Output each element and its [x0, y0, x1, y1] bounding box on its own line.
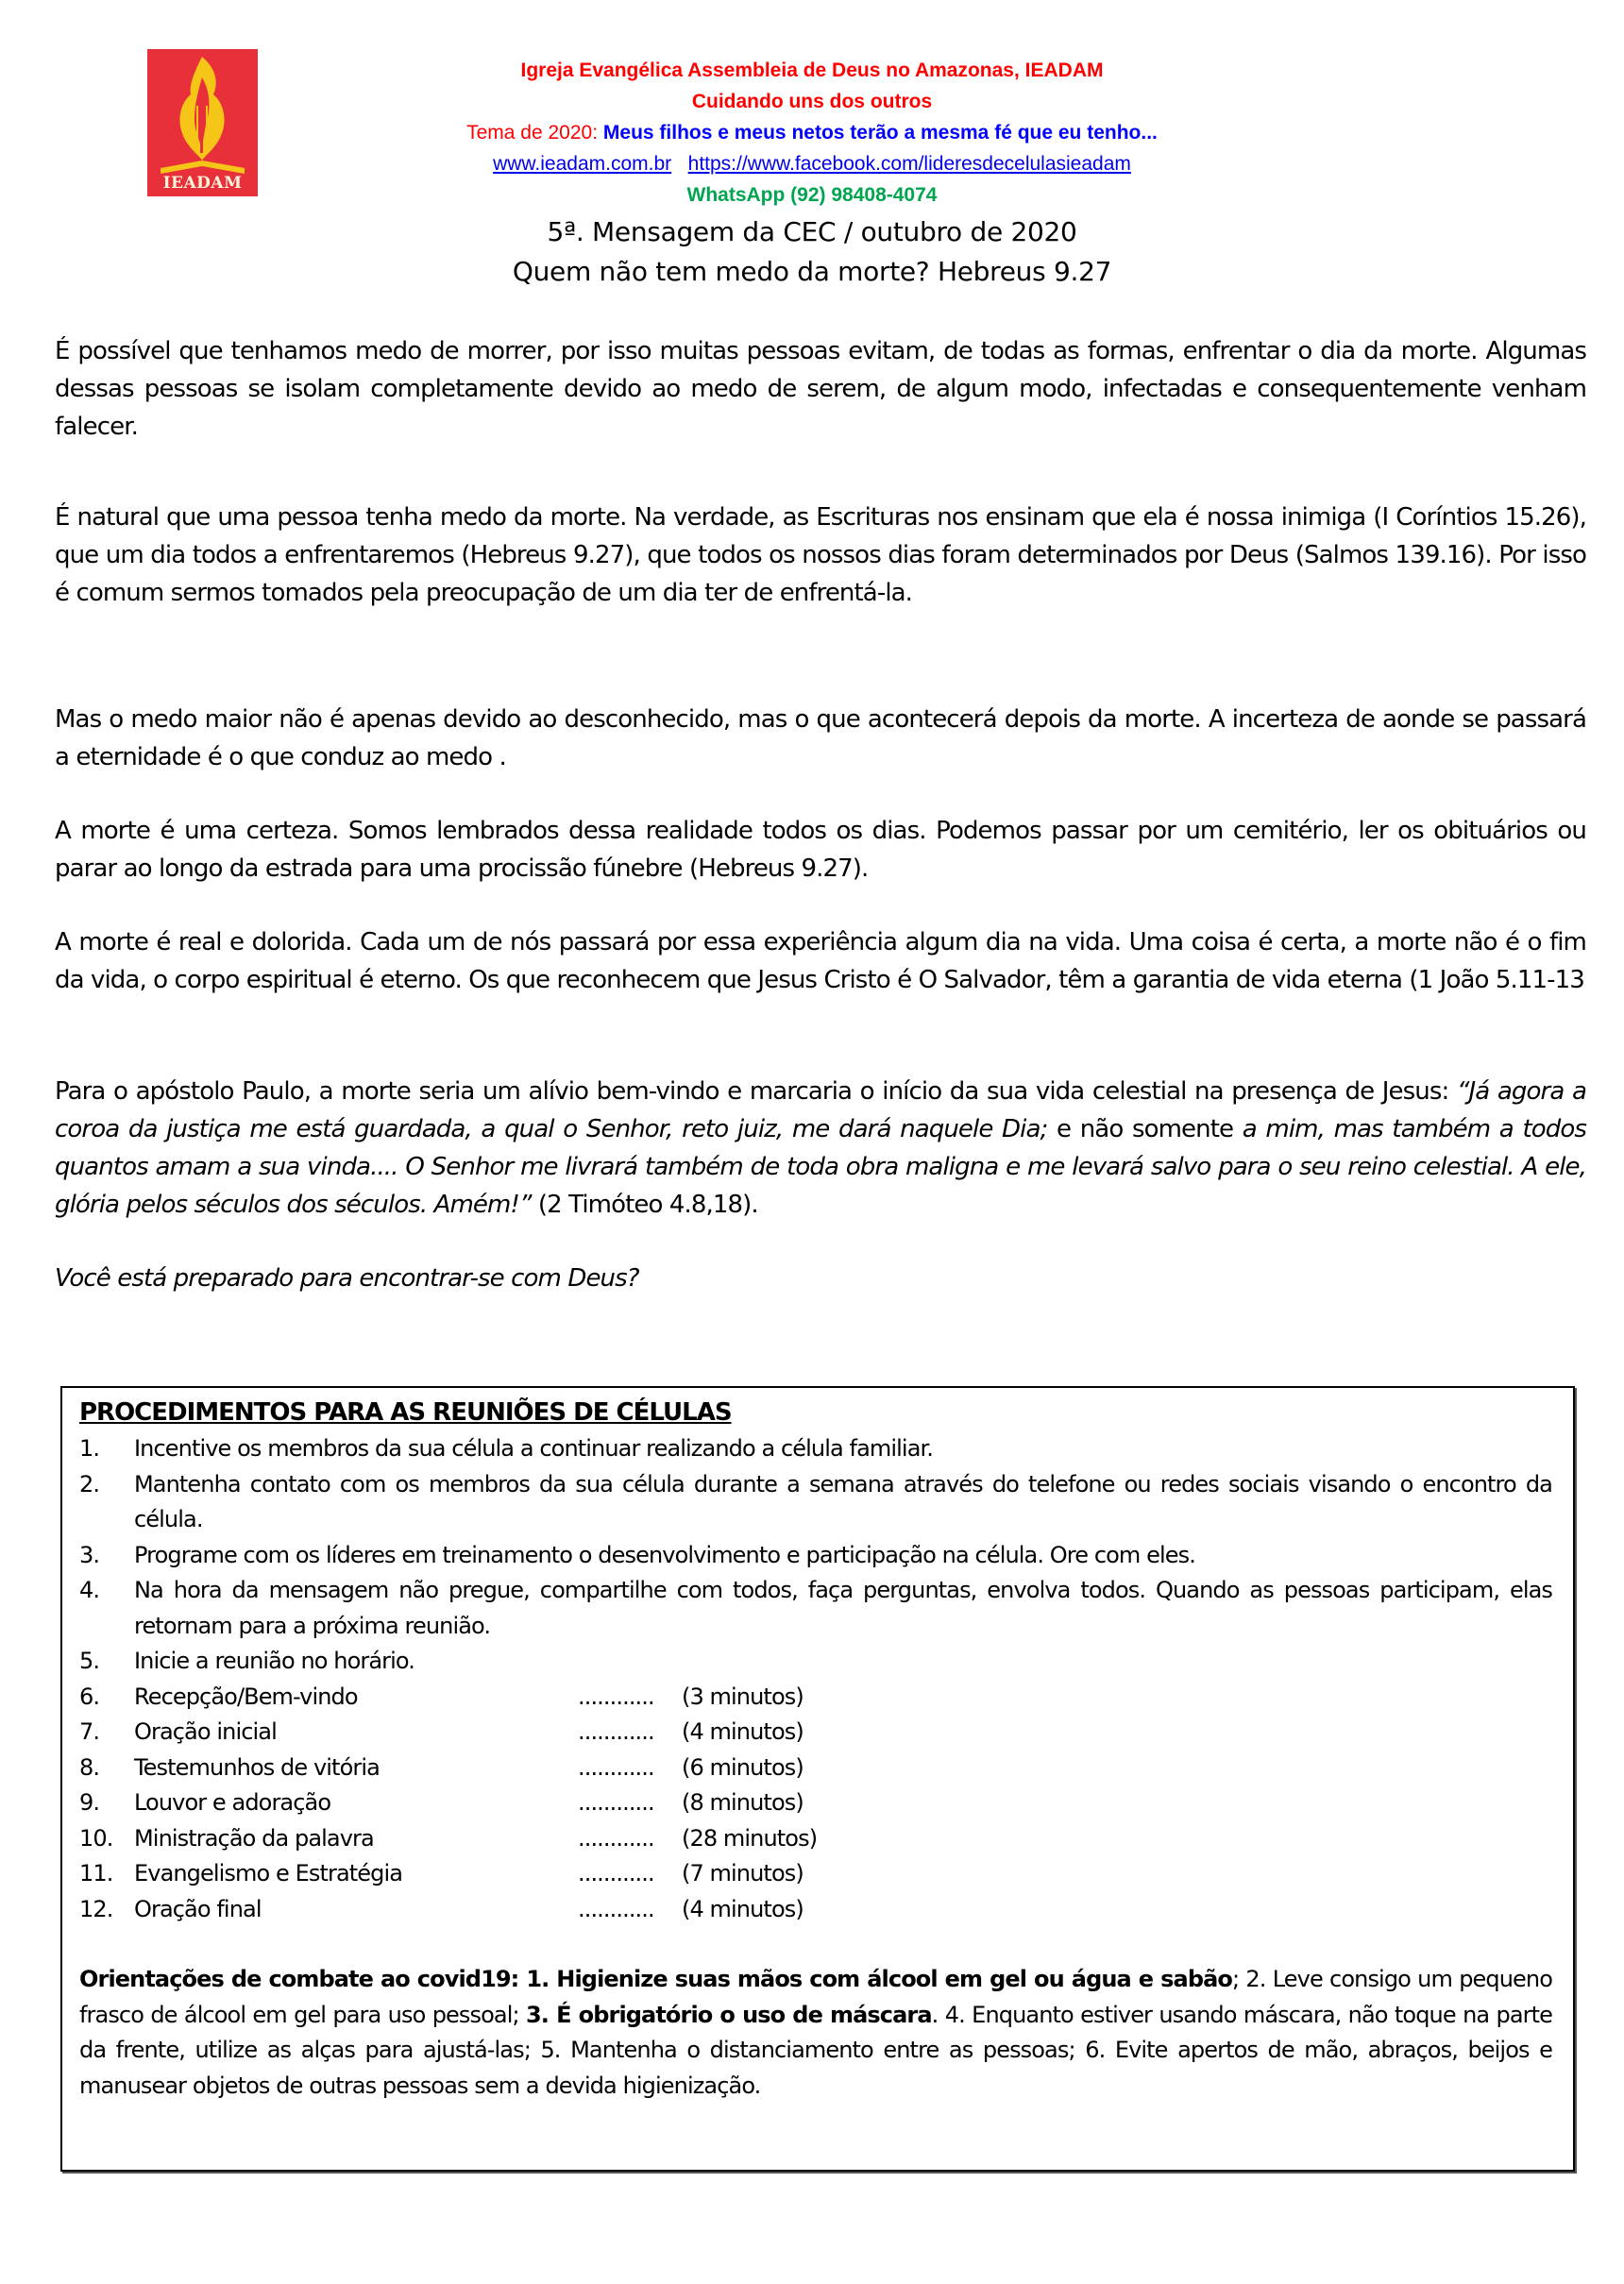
church-motto: Cuidando uns dos outros — [691, 91, 933, 112]
schedule-item — [79, 1856, 1552, 1892]
item-text: Incentive os membros da sua célula a continuar realizando a célula familiar. — [134, 1435, 933, 1462]
message-title: Quem não tem medo da morte? Hebreus 9.27 — [512, 256, 1112, 287]
year-theme — [283, 121, 1341, 145]
schedule-label: Oração final — [134, 1895, 262, 1922]
church-name: Igreja Evangélica Assembleia de Deus no Amazonas, IEADAM — [520, 59, 1104, 81]
paragraph-text: A morte é uma certeza. Somos lembrados dessa realidade todos os dias. Podemos passar por um cemitério, ler os obituários ou parar ao longo da estrada para uma procissão fúnebre (Hebreus 9.27). — [55, 817, 1586, 883]
covid-text-2: . 4. Enquanto estiver usando máscara, não toque na parte da frente, utilize as alças para ajustá-las; 5. Mantenha o distanciamento entre as pessoas; 6. Evite apertos de mão, abraços, beijos e manusear objetos de outras pessoas sem a devida higienização. — [79, 2001, 1553, 2099]
paragraph-text: É possível que tenhamos medo de morrer, por isso muitas pessoas evitam, de todas as formas, enfrentar o dia da morte. Algumas dessas pessoas se isolam completamente devido ao medo de serem, de algum modo, infectadas e consequentemente venham falecer. — [55, 337, 1586, 441]
links-line — [283, 152, 1341, 177]
schedule-label: Oração inicial — [134, 1718, 277, 1745]
item-text: Programe com os líderes em treinamento o desenvolvimento e participação na célula. Ore com eles. — [134, 1541, 1195, 1568]
procedure-item — [79, 1573, 1552, 1644]
covid-bold-1: Orientações de combate ao covid19: 1. Higienize suas mãos com álcool em gel ou água e sabão — [79, 1966, 1232, 1992]
paulo-quote-part-b: a mim, mas também a todos quantos amam a sua vinda.... O Senhor me livrará também de toda obra maligna e me levará salvo para o seu reino celestial. A ele, glória pelos séculos dos séculos. Amém!” — [55, 1115, 1587, 1219]
theme-label: Tema de 2020: — [466, 122, 599, 144]
schedule-item — [79, 1785, 1552, 1821]
item-number: 4. — [79, 1577, 100, 1603]
paulo-intro: Para o apóstolo Paulo, a morte seria um alívio bem-vindo e marcaria o início da sua vida celestial na presença de Jesus: — [55, 1077, 1457, 1106]
paragraph-paulo — [55, 1073, 1586, 1224]
procedure-item — [79, 1467, 1552, 1538]
procedure-item — [79, 1431, 1552, 1467]
covid-bold-2: 3. É obrigatório o uso de máscara — [526, 2001, 932, 2028]
item-number: 6. — [79, 1683, 100, 1710]
schedule-duration: (28 minutos) — [682, 1824, 818, 1852]
procedures-heading: PROCEDIMENTOS PARA AS REUNIÕES DE CÉLULAS — [79, 1398, 732, 1427]
whatsapp-contact: WhatsApp (92) 98408-4074 — [686, 184, 938, 206]
procedures-box — [60, 1386, 1575, 2172]
item-number: 9. — [79, 1789, 100, 1816]
leader-dots: ............ — [578, 1860, 654, 1886]
leader-dots: ............ — [578, 1789, 654, 1816]
leader-dots: ............ — [578, 1753, 654, 1781]
ieadam-logo — [147, 49, 258, 196]
paulo-quote-join: e não somente — [1047, 1115, 1243, 1143]
closing-question-text: Você está preparado para encontrar-se com Deus? — [55, 1264, 639, 1293]
leader-dots: ............ — [578, 1718, 654, 1745]
schedule-item — [79, 1680, 1552, 1716]
item-text: Na hora da mensagem não pregue, compartilhe com todos, faça perguntas, envolva todos. Quando as pessoas participam, elas retornam para a próxima reunião. — [134, 1577, 1552, 1639]
schedule-duration: (4 minutos) — [682, 1718, 804, 1745]
schedule-label: Ministração da palavra — [134, 1824, 374, 1852]
paragraph-4 — [55, 812, 1586, 888]
theme-text: Meus filhos e meus netos terão a mesma fé que eu tenho... — [602, 122, 1158, 144]
schedule-label: Testemunhos de vitória — [134, 1753, 380, 1781]
message-subtitle: 5ª. Mensagem da CEC / outubro de 2020 — [547, 216, 1077, 247]
item-number: 7. — [79, 1718, 100, 1745]
schedule-duration: (6 minutos) — [682, 1753, 804, 1781]
schedule-duration: (8 minutos) — [682, 1789, 804, 1816]
logo-text: IEADAM — [162, 174, 243, 193]
covid-guidelines — [79, 1962, 1552, 2104]
paragraph-5 — [55, 923, 1586, 999]
closing-question — [55, 1260, 1586, 1297]
paulo-reference: (2 Timóteo 4.8,18). — [531, 1191, 758, 1219]
item-text: Mantenha contato com os membros da sua célula durante a semana através do telefone ou redes sociais visando o encontro da célula. — [134, 1470, 1552, 1532]
procedure-item — [79, 1538, 1552, 1574]
leader-dots: ............ — [578, 1895, 654, 1922]
paragraph-3 — [55, 701, 1586, 776]
leader-dots: ............ — [578, 1683, 654, 1710]
schedule-label: Evangelismo e Estratégia — [134, 1860, 403, 1886]
schedule-label: Louvor e adoração — [134, 1789, 331, 1816]
paragraph-text: Mas o medo maior não é apenas devido ao desconhecido, mas o que acontecerá depois da morte. A incerteza de aonde se passará a eternidade é o que conduz ao medo . — [55, 705, 1586, 771]
procedure-item — [79, 1644, 1552, 1680]
schedule-duration: (7 minutos) — [682, 1860, 804, 1886]
procedures-list — [79, 1431, 1552, 1927]
paragraph-2 — [55, 499, 1586, 612]
item-number: 1. — [79, 1435, 100, 1462]
schedule-item — [79, 1892, 1552, 1928]
paulo-quote-part-a: “Já agora a coroa da justiça me está guardada, a qual o Senhor, reto juiz, me dará naquele Dia; — [55, 1077, 1586, 1143]
covid-text-1: ; 2. Leve consigo um pequeno frasco de álcool em gel para uso pessoal; — [79, 1966, 1552, 2028]
schedule-duration: (3 minutos) — [682, 1683, 804, 1710]
paragraph-text: É natural que uma pessoa tenha medo da morte. Na verdade, as Escrituras nos ensinam que ela é nossa inimiga (I Coríntios 15.26), que um dia todos a enfrentaremos (Hebreus 9.27), que todos os nossos dias foram determinados por Deus (Salmos 139.16). Por isso é comum sermos tomados pela preocupação de um dia ter de enfrentá-la. — [55, 503, 1586, 607]
item-number: 3. — [79, 1541, 100, 1568]
item-number: 8. — [79, 1753, 100, 1781]
schedule-item — [79, 1751, 1552, 1786]
item-number: 5. — [79, 1648, 100, 1674]
item-number: 2. — [79, 1470, 100, 1497]
schedule-label: Recepção/Bem-vindo — [134, 1683, 358, 1710]
item-text: Inicie a reunião no horário. — [134, 1648, 414, 1674]
item-number: 11. — [79, 1860, 113, 1886]
leader-dots: ............ — [578, 1824, 654, 1852]
item-number: 10. — [79, 1824, 113, 1852]
website-link[interactable]: www.ieadam.com.br — [493, 153, 672, 175]
schedule-item — [79, 1821, 1552, 1857]
item-number: 12. — [79, 1895, 113, 1922]
schedule-item — [79, 1715, 1552, 1751]
schedule-duration: (4 minutos) — [682, 1895, 804, 1922]
facebook-link[interactable]: https://www.facebook.com/lideresdecelulasieadam — [687, 153, 1131, 175]
paragraph-1 — [55, 332, 1586, 446]
paragraph-text: A morte é real e dolorida. Cada um de nós passará por essa experiência algum dia na vida. Uma coisa é certa, a morte não é o fim da vida, o corpo espiritual é eterno. Os que reconhecem que Jesus Cristo é O Salvador, têm a garantia de vida eterna (1 João 5.11-13 — [55, 928, 1586, 994]
